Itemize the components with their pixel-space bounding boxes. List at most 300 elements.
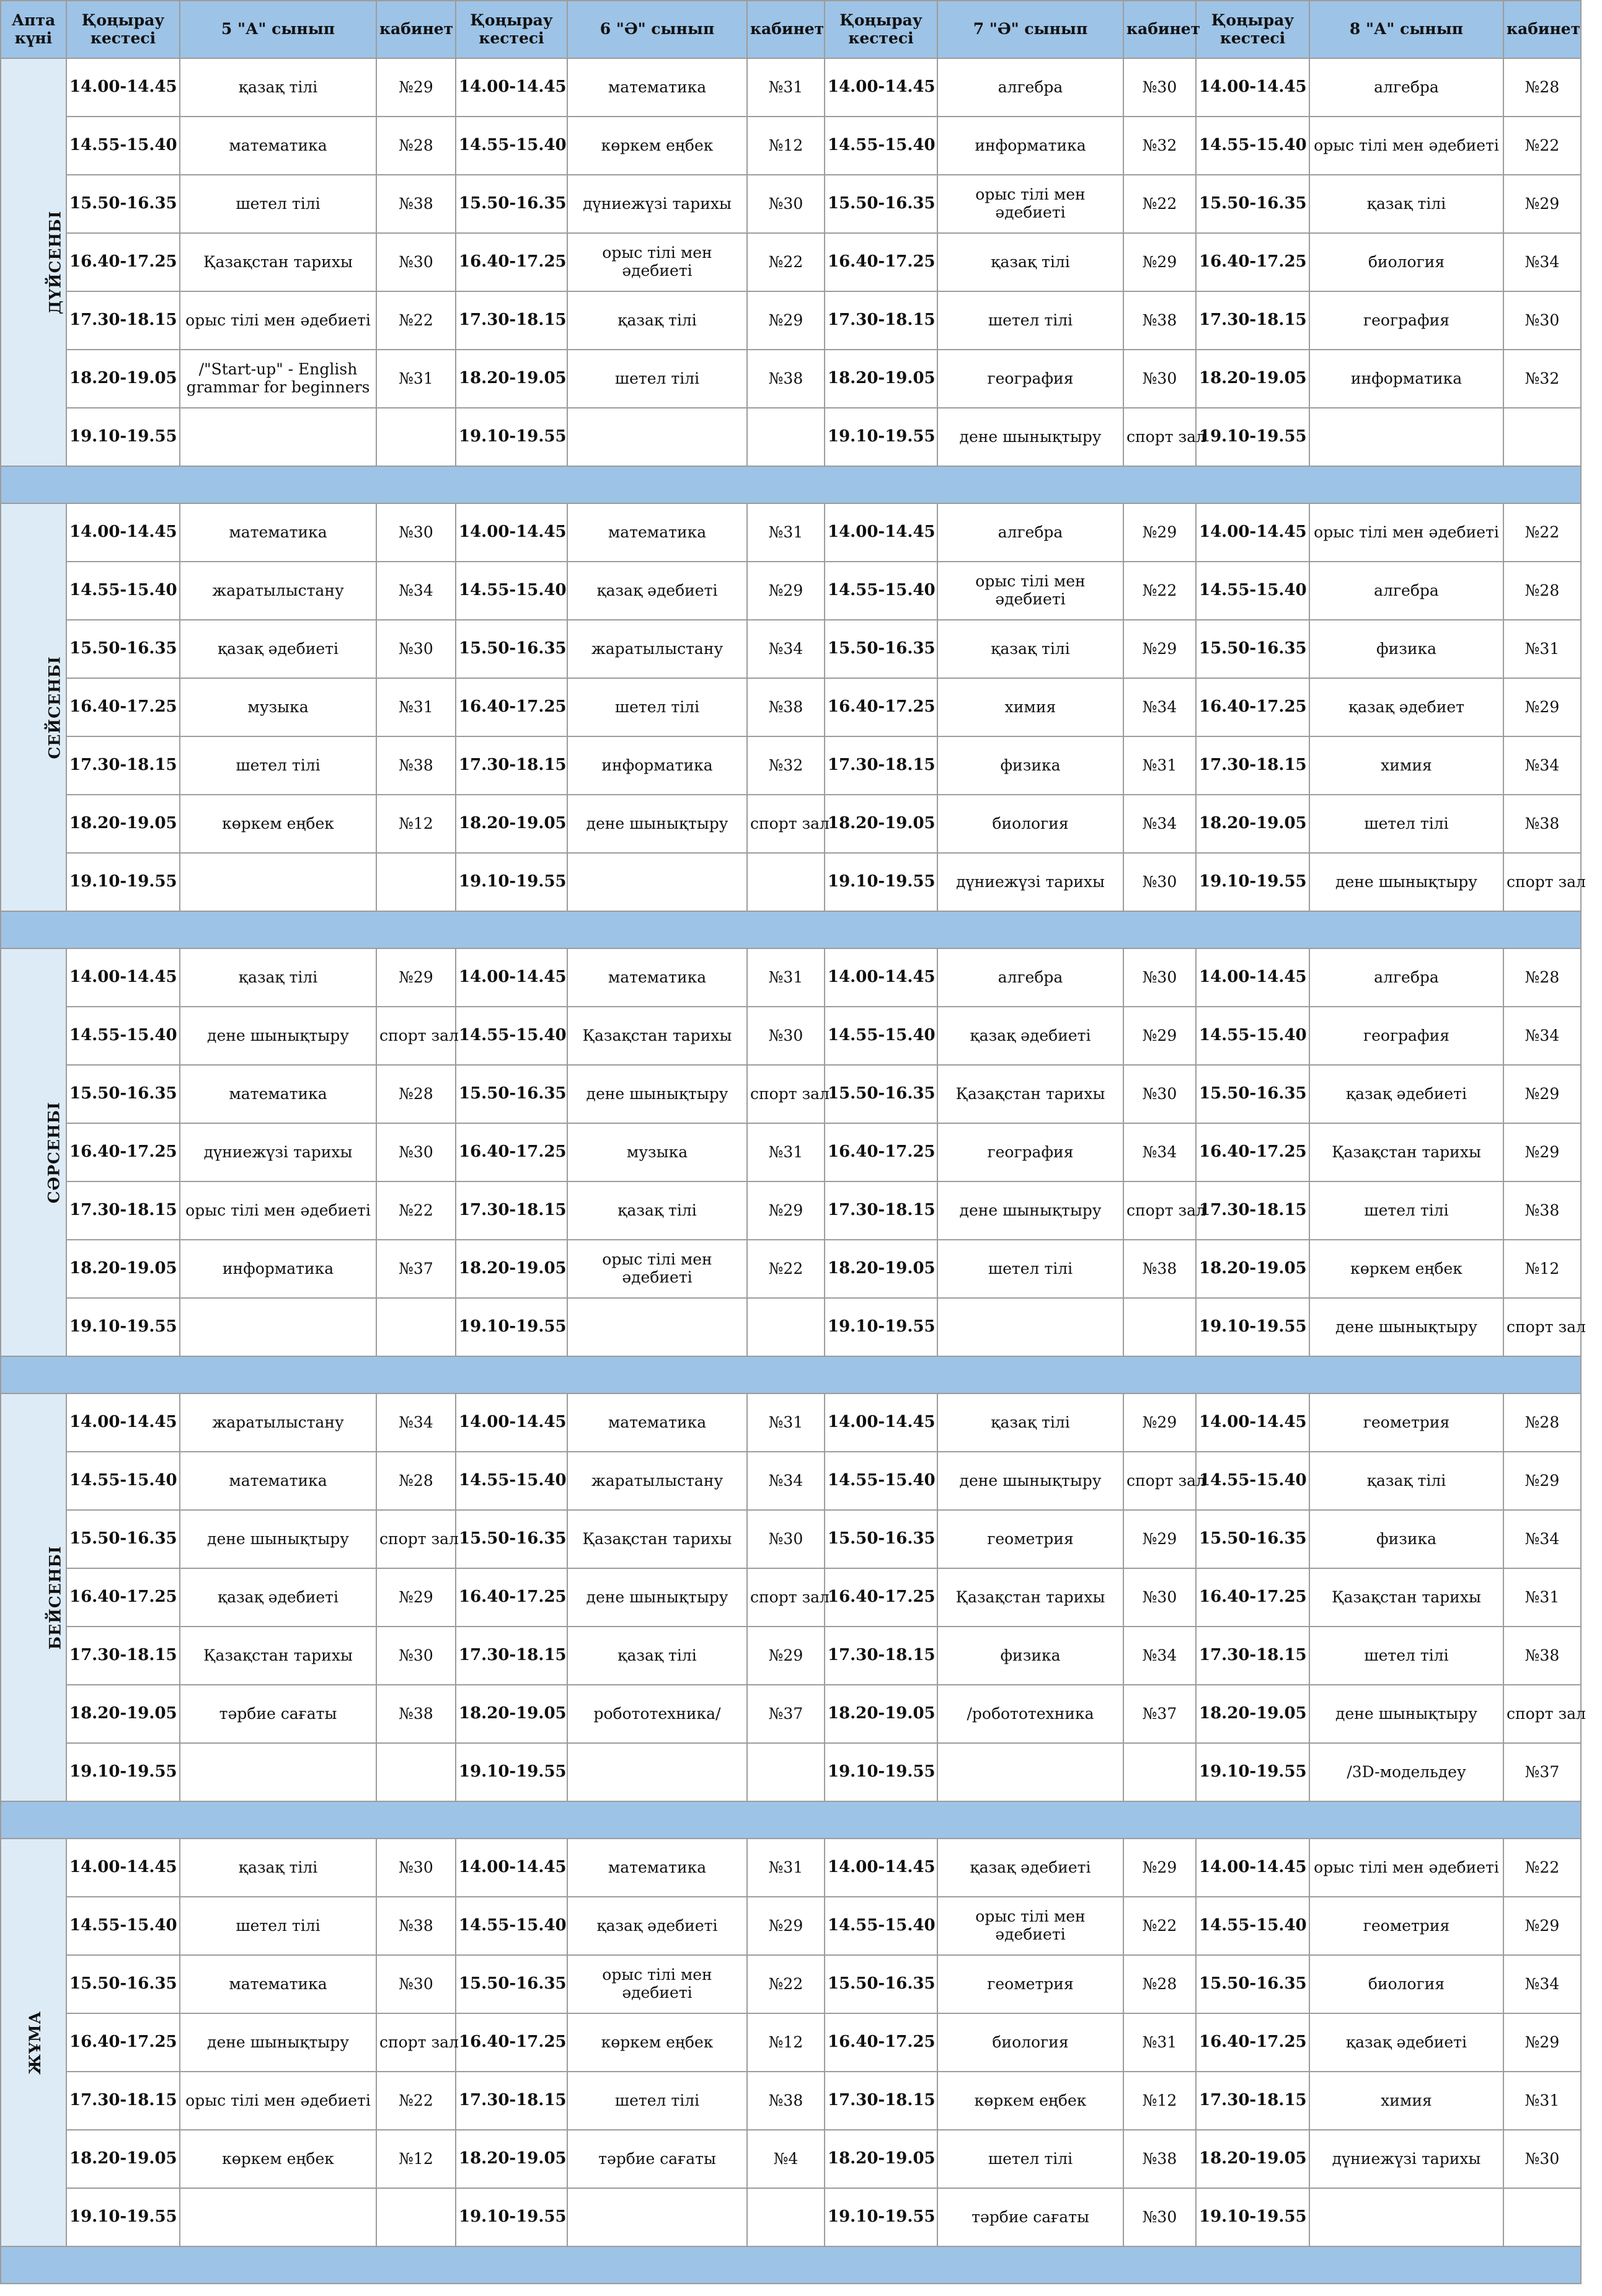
day-separator-row xyxy=(1,1356,1581,1393)
lesson-time: 16.40-17.25 xyxy=(66,233,180,291)
subject-cell: Қазақстан тарихы xyxy=(937,1065,1123,1123)
room-cell xyxy=(376,2188,456,2246)
lesson-time: 16.40-17.25 xyxy=(66,1123,180,1181)
subject-cell: музыка xyxy=(180,678,376,736)
subject-cell: дене шынықтыру xyxy=(1309,853,1503,911)
subject-cell: шетел тілі xyxy=(1309,1181,1503,1240)
lesson-time: 15.50-16.35 xyxy=(456,175,567,233)
day-separator-row xyxy=(1,466,1581,503)
subject-cell: орыс тілі мен әдебиеті xyxy=(1309,1839,1503,1897)
subject-cell: қазақ әдебиеті xyxy=(937,1007,1123,1065)
subject-cell: дене шынықтыру xyxy=(180,1007,376,1065)
lesson-time: 17.30-18.15 xyxy=(825,291,937,350)
room-cell: №34 xyxy=(376,562,456,620)
subject-cell: /3D-модельдеу xyxy=(1309,1743,1503,1801)
lesson-time: 14.55-15.40 xyxy=(1196,562,1309,620)
room-cell: спорт зал xyxy=(747,1568,825,1627)
lesson-time: 19.10-19.55 xyxy=(1196,2188,1309,2246)
subject-cell: информатика xyxy=(1309,350,1503,408)
room-cell: №29 xyxy=(747,1627,825,1685)
room-cell: №12 xyxy=(747,117,825,175)
lesson-row xyxy=(1,1007,1581,1065)
lesson-time: 18.20-19.05 xyxy=(66,2130,180,2188)
subject-cell: химия xyxy=(1309,736,1503,795)
lesson-row xyxy=(1,58,1581,117)
subject-cell: орыс тілі мен әдебиеті xyxy=(180,1181,376,1240)
lesson-time: 17.30-18.15 xyxy=(456,1627,567,1685)
room-cell: №30 xyxy=(1123,350,1196,408)
lesson-time: 17.30-18.15 xyxy=(825,2072,937,2130)
room-cell: №30 xyxy=(1503,2130,1581,2188)
lesson-time: 16.40-17.25 xyxy=(66,678,180,736)
lesson-time: 17.30-18.15 xyxy=(66,291,180,350)
subject-cell: орыс тілі мен әдебиеті xyxy=(567,1955,747,2013)
lesson-time: 15.50-16.35 xyxy=(825,1065,937,1123)
lesson-time: 19.10-19.55 xyxy=(1196,1298,1309,1356)
lesson-time: 18.20-19.05 xyxy=(825,795,937,853)
lesson-time: 17.30-18.15 xyxy=(1196,736,1309,795)
lesson-time: 14.00-14.45 xyxy=(825,1839,937,1897)
room-cell xyxy=(747,853,825,911)
subject-cell xyxy=(180,408,376,466)
lesson-time: 15.50-16.35 xyxy=(1196,175,1309,233)
room-cell: №34 xyxy=(1503,1955,1581,2013)
subject-cell: орыс тілі мен әдебиеті xyxy=(567,233,747,291)
lesson-time: 18.20-19.05 xyxy=(1196,2130,1309,2188)
lesson-row xyxy=(1,2130,1581,2188)
lesson-time: 19.10-19.55 xyxy=(66,408,180,466)
lesson-row xyxy=(1,408,1581,466)
lesson-time: 19.10-19.55 xyxy=(825,853,937,911)
lesson-time: 16.40-17.25 xyxy=(456,1568,567,1627)
room-cell: №31 xyxy=(376,350,456,408)
room-cell: №29 xyxy=(1503,1065,1581,1123)
subject-cell: шетел тілі xyxy=(1309,1627,1503,1685)
day-separator-row xyxy=(1,2246,1581,2284)
room-cell: №29 xyxy=(376,58,456,117)
lesson-time: 17.30-18.15 xyxy=(825,1627,937,1685)
room-cell: №32 xyxy=(747,736,825,795)
subject-cell: қазақ тілі xyxy=(180,58,376,117)
lesson-time: 17.30-18.15 xyxy=(456,1181,567,1240)
lesson-time: 17.30-18.15 xyxy=(66,1181,180,1240)
bell-header-5a: Қоңырау кестесі xyxy=(66,1,180,58)
lesson-time: 17.30-18.15 xyxy=(825,1181,937,1240)
subject-cell: математика xyxy=(567,1393,747,1452)
weekday-header: Апта күні xyxy=(1,1,66,58)
lesson-time: 19.10-19.55 xyxy=(456,2188,567,2246)
subject-cell xyxy=(567,853,747,911)
subject-cell: шетел тілі xyxy=(180,736,376,795)
room-cell xyxy=(747,408,825,466)
room-cell: №12 xyxy=(747,2013,825,2072)
day-separator xyxy=(1,1801,1581,1839)
room-cell: №28 xyxy=(1503,948,1581,1007)
class-header-6a: 6 "Ә" сынып xyxy=(567,1,747,58)
lesson-time: 14.00-14.45 xyxy=(1196,58,1309,117)
room-cell: №37 xyxy=(1503,1743,1581,1801)
room-cell: №29 xyxy=(1503,1123,1581,1181)
subject-cell xyxy=(567,2188,747,2246)
subject-cell: геометрия xyxy=(937,1510,1123,1568)
lesson-time: 16.40-17.25 xyxy=(825,1123,937,1181)
subject-cell: Қазақстан тарихы xyxy=(937,1568,1123,1627)
room-cell: №22 xyxy=(1123,175,1196,233)
room-cell: №30 xyxy=(747,175,825,233)
subject-cell: орыс тілі мен әдебиеті xyxy=(567,1240,747,1298)
weekday-cell xyxy=(1,1393,66,1801)
room-cell: №38 xyxy=(1503,1181,1581,1240)
room-cell: №22 xyxy=(376,1181,456,1240)
day-separator-row xyxy=(1,911,1581,948)
lesson-time: 19.10-19.55 xyxy=(66,1743,180,1801)
room-cell: №30 xyxy=(376,1627,456,1685)
lesson-time: 14.55-15.40 xyxy=(66,117,180,175)
lesson-time: 19.10-19.55 xyxy=(1196,853,1309,911)
lesson-time: 18.20-19.05 xyxy=(825,1240,937,1298)
subject-cell: геометрия xyxy=(937,1955,1123,2013)
subject-cell: тәрбие сағаты xyxy=(567,2130,747,2188)
lesson-time: 17.30-18.15 xyxy=(66,736,180,795)
lesson-time: 16.40-17.25 xyxy=(456,678,567,736)
room-cell: №29 xyxy=(1503,1897,1581,1955)
subject-cell: музыка xyxy=(567,1123,747,1181)
subject-cell: химия xyxy=(937,678,1123,736)
bell-header-7a: Қоңырау кестесі xyxy=(825,1,937,58)
subject-cell: дене шынықтыру xyxy=(937,1181,1123,1240)
subject-cell: қазақ тілі xyxy=(937,1393,1123,1452)
lesson-time: 18.20-19.05 xyxy=(66,1685,180,1743)
subject-cell: қазақ тілі xyxy=(567,291,747,350)
room-cell: №31 xyxy=(1503,620,1581,678)
lesson-time: 17.30-18.15 xyxy=(825,736,937,795)
subject-cell: география xyxy=(1309,291,1503,350)
subject-cell: қазақ тілі xyxy=(567,1181,747,1240)
subject-cell: /"Start-up" - English grammar for beginners xyxy=(180,350,376,408)
room-cell: №38 xyxy=(376,1897,456,1955)
lesson-time: 18.20-19.05 xyxy=(456,350,567,408)
subject-cell: дене шынықтыру xyxy=(180,2013,376,2072)
room-cell: №32 xyxy=(1503,350,1581,408)
room-cell: №34 xyxy=(1503,1007,1581,1065)
room-cell xyxy=(747,2188,825,2246)
lesson-time: 15.50-16.35 xyxy=(456,1065,567,1123)
lesson-time: 14.00-14.45 xyxy=(456,58,567,117)
subject-cell: информатика xyxy=(567,736,747,795)
room-cell xyxy=(376,1298,456,1356)
lesson-time: 19.10-19.55 xyxy=(66,853,180,911)
subject-cell xyxy=(1309,2188,1503,2246)
day-separator-row xyxy=(1,1801,1581,1839)
room-cell: №31 xyxy=(747,1839,825,1897)
room-cell xyxy=(1123,1298,1196,1356)
subject-cell: қазақ тілі xyxy=(567,1627,747,1685)
room-cell: №28 xyxy=(1503,58,1581,117)
room-cell: №22 xyxy=(747,1955,825,2013)
lesson-time: 16.40-17.25 xyxy=(66,1568,180,1627)
subject-cell: көркем еңбек xyxy=(180,795,376,853)
lesson-time: 15.50-16.35 xyxy=(66,1955,180,2013)
lesson-time: 18.20-19.05 xyxy=(825,2130,937,2188)
room-cell: №29 xyxy=(747,291,825,350)
room-cell: №31 xyxy=(1123,2013,1196,2072)
subject-cell: жаратылыстану xyxy=(180,1393,376,1452)
lesson-time: 18.20-19.05 xyxy=(1196,1685,1309,1743)
lesson-row xyxy=(1,1452,1581,1510)
lesson-row xyxy=(1,1897,1581,1955)
bell-header-8a: Қоңырау кестесі xyxy=(1196,1,1309,58)
room-cell xyxy=(376,853,456,911)
subject-cell: жаратылыстану xyxy=(567,620,747,678)
room-cell: №38 xyxy=(376,1685,456,1743)
lesson-row xyxy=(1,1123,1581,1181)
lesson-time: 19.10-19.55 xyxy=(456,1743,567,1801)
room-cell: №22 xyxy=(1503,117,1581,175)
lesson-time: 19.10-19.55 xyxy=(1196,1743,1309,1801)
subject-cell: математика xyxy=(180,1065,376,1123)
subject-cell: қазақ әдебиеті xyxy=(180,1568,376,1627)
room-cell: №38 xyxy=(747,2072,825,2130)
lesson-time: 16.40-17.25 xyxy=(1196,2013,1309,2072)
lesson-time: 19.10-19.55 xyxy=(1196,408,1309,466)
lesson-time: 17.30-18.15 xyxy=(456,736,567,795)
subject-cell: физика xyxy=(1309,1510,1503,1568)
room-cell: №29 xyxy=(747,1897,825,1955)
lesson-row xyxy=(1,1510,1581,1568)
subject-cell xyxy=(180,2188,376,2246)
room-cell: спорт зал xyxy=(1503,1685,1581,1743)
room-cell: №31 xyxy=(1503,1568,1581,1627)
subject-cell: математика xyxy=(567,948,747,1007)
lesson-time: 18.20-19.05 xyxy=(456,795,567,853)
subject-cell: көркем еңбек xyxy=(1309,1240,1503,1298)
lesson-time: 19.10-19.55 xyxy=(66,1298,180,1356)
lesson-time: 17.30-18.15 xyxy=(456,2072,567,2130)
lesson-time: 14.55-15.40 xyxy=(456,562,567,620)
lesson-time: 14.55-15.40 xyxy=(66,1007,180,1065)
subject-cell: дене шынықтыру xyxy=(567,795,747,853)
room-cell: №22 xyxy=(376,291,456,350)
room-cell: №29 xyxy=(376,948,456,1007)
room-cell: №38 xyxy=(1123,1240,1196,1298)
subject-cell: математика xyxy=(180,503,376,562)
subject-cell: математика xyxy=(567,1839,747,1897)
room-header-7a: кабинет xyxy=(1123,1,1196,58)
lesson-row xyxy=(1,1685,1581,1743)
subject-cell xyxy=(567,1298,747,1356)
lesson-time: 16.40-17.25 xyxy=(456,233,567,291)
lesson-row xyxy=(1,350,1581,408)
subject-cell: Қазақстан тарихы xyxy=(180,233,376,291)
lesson-row xyxy=(1,1955,1581,2013)
lesson-time: 14.00-14.45 xyxy=(456,948,567,1007)
lesson-time: 16.40-17.25 xyxy=(825,1568,937,1627)
subject-cell: физика xyxy=(937,736,1123,795)
room-cell xyxy=(1123,1743,1196,1801)
day-separator xyxy=(1,466,1581,503)
room-cell: №12 xyxy=(376,2130,456,2188)
room-cell: №38 xyxy=(1503,795,1581,853)
room-cell: №30 xyxy=(1123,58,1196,117)
lesson-time: 15.50-16.35 xyxy=(66,1065,180,1123)
room-cell: №28 xyxy=(1123,1955,1196,2013)
room-cell: №29 xyxy=(1123,1510,1196,1568)
lesson-time: 14.55-15.40 xyxy=(825,1007,937,1065)
room-cell: №34 xyxy=(1123,678,1196,736)
room-cell: №31 xyxy=(747,58,825,117)
lesson-time: 14.00-14.45 xyxy=(825,948,937,1007)
subject-cell: шетел тілі xyxy=(567,350,747,408)
subject-cell: алгебра xyxy=(1309,562,1503,620)
lesson-time: 15.50-16.35 xyxy=(456,620,567,678)
room-cell xyxy=(1503,2188,1581,2246)
room-cell: №31 xyxy=(747,1393,825,1452)
lesson-time: 14.55-15.40 xyxy=(66,562,180,620)
room-cell: №12 xyxy=(1503,1240,1581,1298)
lesson-time: 14.55-15.40 xyxy=(456,1007,567,1065)
lesson-row xyxy=(1,175,1581,233)
room-cell: спорт зал xyxy=(1503,853,1581,911)
room-cell: №30 xyxy=(376,503,456,562)
room-cell: №34 xyxy=(747,620,825,678)
lesson-time: 14.00-14.45 xyxy=(825,58,937,117)
subject-cell: алгебра xyxy=(937,58,1123,117)
subject-cell: математика xyxy=(180,1955,376,2013)
subject-cell: орыс тілі мен әдебиеті xyxy=(1309,503,1503,562)
subject-cell: шетел тілі xyxy=(937,1240,1123,1298)
lesson-time: 16.40-17.25 xyxy=(825,678,937,736)
subject-cell: орыс тілі мен әдебиеті xyxy=(1309,117,1503,175)
room-cell: №38 xyxy=(1123,291,1196,350)
room-cell xyxy=(747,1743,825,1801)
room-cell: №38 xyxy=(1123,2130,1196,2188)
room-cell: №38 xyxy=(1503,1627,1581,1685)
lesson-time: 16.40-17.25 xyxy=(1196,1123,1309,1181)
lesson-time: 15.50-16.35 xyxy=(1196,1955,1309,2013)
lesson-row xyxy=(1,2188,1581,2246)
lesson-time: 18.20-19.05 xyxy=(825,1685,937,1743)
subject-cell: математика xyxy=(567,58,747,117)
room-cell: №29 xyxy=(1123,1839,1196,1897)
room-cell: №29 xyxy=(1503,2013,1581,2072)
lesson-time: 14.00-14.45 xyxy=(1196,1839,1309,1897)
lesson-time: 18.20-19.05 xyxy=(66,350,180,408)
subject-cell: қазақ әдебиеті xyxy=(180,620,376,678)
lesson-time: 16.40-17.25 xyxy=(825,233,937,291)
room-cell xyxy=(747,1298,825,1356)
subject-cell: шетел тілі xyxy=(180,1897,376,1955)
subject-cell: орыс тілі мен әдебиеті xyxy=(937,562,1123,620)
day-separator xyxy=(1,1356,1581,1393)
subject-cell: шетел тілі xyxy=(567,2072,747,2130)
lesson-time: 15.50-16.35 xyxy=(456,1510,567,1568)
lesson-time: 14.55-15.40 xyxy=(66,1897,180,1955)
lesson-row xyxy=(1,117,1581,175)
lesson-time: 18.20-19.05 xyxy=(456,2130,567,2188)
lesson-time: 14.55-15.40 xyxy=(456,117,567,175)
bell-header-6a: Қоңырау кестесі xyxy=(456,1,567,58)
room-cell: №22 xyxy=(376,2072,456,2130)
subject-cell: көркем еңбек xyxy=(567,2013,747,2072)
room-cell: №37 xyxy=(376,1240,456,1298)
room-cell: №30 xyxy=(1123,2188,1196,2246)
subject-cell: география xyxy=(937,1123,1123,1181)
lesson-time: 16.40-17.25 xyxy=(66,2013,180,2072)
lesson-row xyxy=(1,291,1581,350)
room-cell: №22 xyxy=(1503,1839,1581,1897)
subject-cell: математика xyxy=(567,503,747,562)
room-cell: №29 xyxy=(1123,1007,1196,1065)
room-cell: №28 xyxy=(376,117,456,175)
lesson-row xyxy=(1,948,1581,1007)
subject-cell: тәрбие сағаты xyxy=(937,2188,1123,2246)
weekday-cell xyxy=(1,1839,66,2246)
room-cell: №28 xyxy=(376,1452,456,1510)
lesson-row xyxy=(1,1568,1581,1627)
room-cell: №30 xyxy=(1123,948,1196,1007)
lesson-time: 19.10-19.55 xyxy=(66,2188,180,2246)
subject-cell: робототехника/ xyxy=(567,1685,747,1743)
lesson-time: 19.10-19.55 xyxy=(825,1298,937,1356)
lesson-time: 18.20-19.05 xyxy=(1196,350,1309,408)
subject-cell: геометрия xyxy=(1309,1393,1503,1452)
room-cell: №34 xyxy=(1503,736,1581,795)
subject-cell: шетел тілі xyxy=(567,678,747,736)
lesson-row xyxy=(1,1743,1581,1801)
schedule-body xyxy=(1,58,1586,2284)
subject-cell: көркем еңбек xyxy=(937,2072,1123,2130)
subject-cell: шетел тілі xyxy=(937,2130,1123,2188)
subject-cell: Қазақстан тарихы xyxy=(567,1007,747,1065)
weekday-cell xyxy=(1,58,66,466)
room-cell: №30 xyxy=(1123,1568,1196,1627)
weekday-label: СӘРСЕНБІ xyxy=(45,1101,63,1204)
lesson-time: 14.00-14.45 xyxy=(456,1839,567,1897)
room-cell: №30 xyxy=(376,620,456,678)
room-cell: №31 xyxy=(1123,736,1196,795)
lesson-time: 16.40-17.25 xyxy=(456,1123,567,1181)
room-cell: №37 xyxy=(1123,1685,1196,1743)
lesson-time: 19.10-19.55 xyxy=(456,408,567,466)
room-cell: №22 xyxy=(747,1240,825,1298)
room-cell: №22 xyxy=(747,233,825,291)
subject-cell: қазақ әдебиеті xyxy=(937,1839,1123,1897)
lesson-row xyxy=(1,1298,1581,1356)
subject-cell: дене шынықтыру xyxy=(937,408,1123,466)
subject-cell: көркем еңбек xyxy=(180,2130,376,2188)
lesson-row xyxy=(1,1240,1581,1298)
lesson-time: 15.50-16.35 xyxy=(1196,620,1309,678)
subject-cell: география xyxy=(1309,1007,1503,1065)
room-cell: №30 xyxy=(747,1007,825,1065)
lesson-time: 14.00-14.45 xyxy=(66,1393,180,1452)
lesson-time: 17.30-18.15 xyxy=(66,2072,180,2130)
subject-cell: алгебра xyxy=(1309,948,1503,1007)
room-cell: №34 xyxy=(1123,795,1196,853)
room-cell: №29 xyxy=(1123,620,1196,678)
lesson-time: 17.30-18.15 xyxy=(1196,1627,1309,1685)
subject-cell xyxy=(180,853,376,911)
room-cell: спорт зал xyxy=(1123,1181,1196,1240)
room-cell: №31 xyxy=(747,948,825,1007)
lesson-time: 18.20-19.05 xyxy=(66,1240,180,1298)
lesson-time: 14.55-15.40 xyxy=(825,562,937,620)
room-cell: №28 xyxy=(376,1065,456,1123)
subject-cell: қазақ әдебиеті xyxy=(567,1897,747,1955)
room-cell: спорт зал xyxy=(1503,1298,1581,1356)
room-cell: №30 xyxy=(1503,291,1581,350)
room-cell: №34 xyxy=(1503,1510,1581,1568)
